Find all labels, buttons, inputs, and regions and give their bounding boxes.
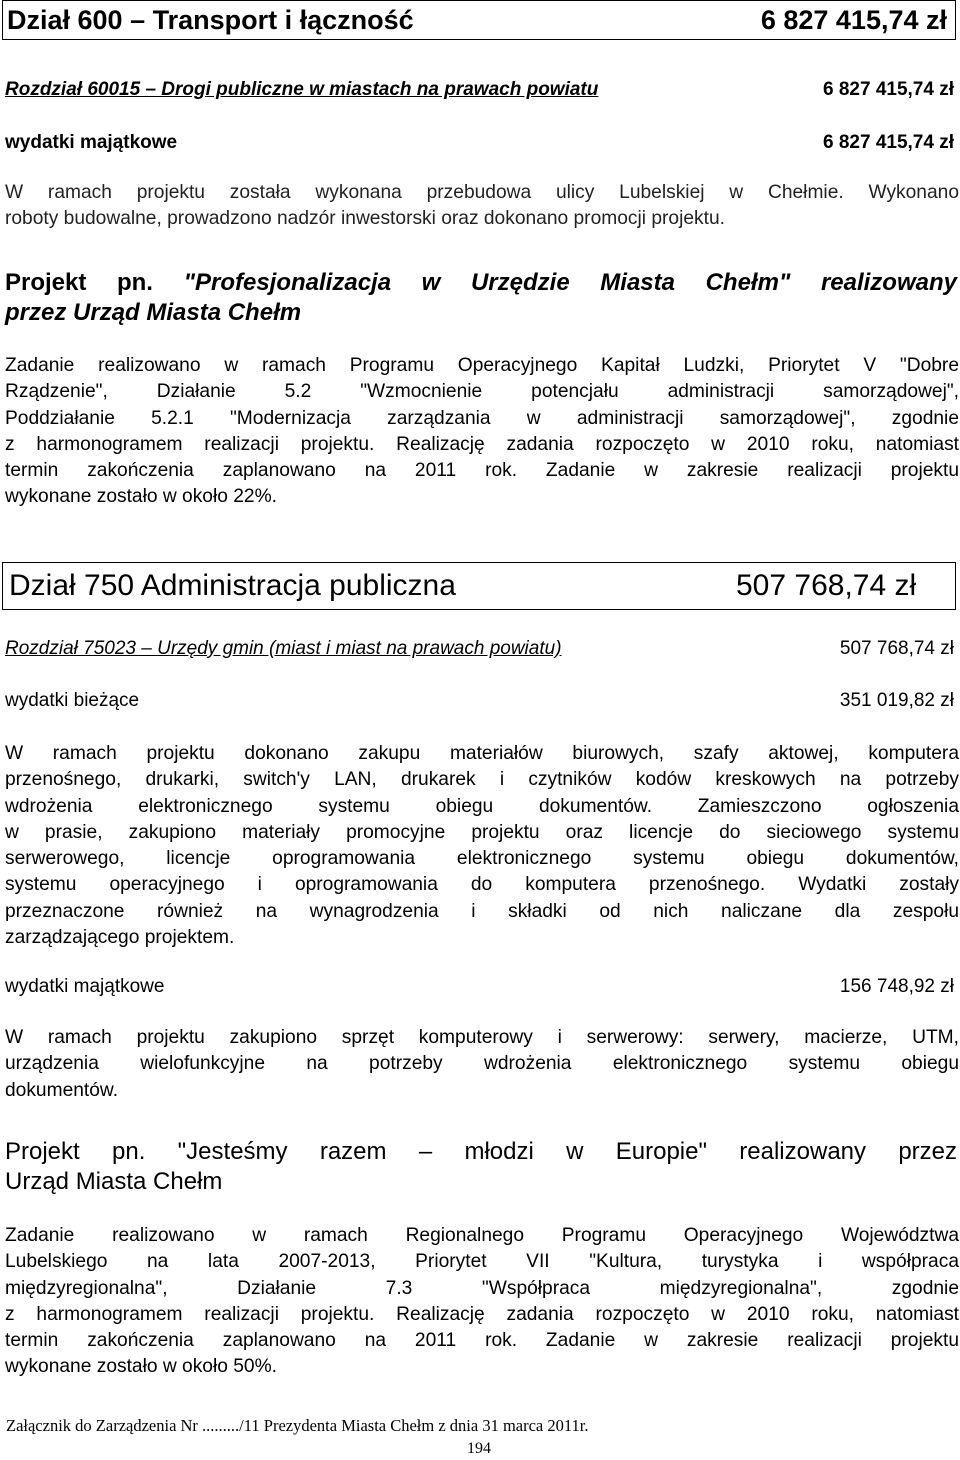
paragraph-line: W ramach projektu została wykonana przebudowa ulicy Lubelskiej w Chełmie. Wykonano (5, 182, 959, 203)
paragraph-line: W ramach projektu zakupiono sprzęt komputerowy i serwerowy: serwery, macierze, UTM, (5, 1027, 959, 1048)
chapter-amount: 6 827 415,74 zł (823, 79, 954, 100)
section-amount: 6 827 415,74 zł (760, 4, 947, 35)
section-title: Dział 600 – Transport i łączność (7, 4, 414, 35)
expense-label: wydatki majątkowe (5, 132, 178, 153)
project-heading-2 (5, 1137, 957, 1197)
section-header-dzial-600 (2, 0, 956, 40)
expense-row-current (5, 690, 954, 712)
paragraph-line: przenośnego, drukarki, switch'y LAN, drukarek i czytników kodów kreskowych na potrzeby (5, 769, 959, 791)
project-label: Projekt pn. (5, 269, 153, 296)
paragraph-line: systemu operacyjnego i oprogramowania do komputera przenośnego. Wydatki zostały (5, 874, 959, 896)
section-amount: 507 768,74 zł (736, 569, 917, 602)
page-number: 194 (467, 1440, 491, 1457)
paragraph-line: Zadanie realizowano w ramach Programu Operacyjnego Kapitał Ludzki, Priorytet V "Dobre (5, 355, 959, 376)
paragraph-line: wdrożenia elektronicznego systemu obiegu dokumentów. Zamieszczono ogłoszenia (5, 795, 959, 817)
capital-expense-description (5, 1025, 959, 1104)
chapter-amount: 507 768,74 zł (839, 638, 954, 659)
project-heading-line: przez Urząd Miasta Chełm (5, 299, 302, 326)
expense-amount: 351 019,82 zł (839, 690, 954, 711)
expense-row-capital-750 (5, 976, 954, 998)
footer-note: Załącznik do Zarządzenia Nr ........./11 Prezydenta Miasta Chełm z dnia 31 marca 2011r. (6, 1416, 589, 1435)
expense-amount: 156 748,92 zł (839, 976, 954, 997)
paragraph-line: przeznaczone również na wynagrodzenia i składki od nich naliczane dla zespołu (5, 900, 959, 922)
paragraph-line: roboty budowalne, prowadzono nadzór inwestorski oraz dokonano promocji projektu. (5, 208, 725, 230)
paragraph-line: Zadanie realizowano w ramach Regionalnego Programu Operacyjnego Województwa (5, 1225, 959, 1246)
current-expense-description (5, 741, 959, 951)
paragraph-line: wykonane zostało w około 22%. (5, 486, 277, 508)
description-paragraph (5, 180, 959, 233)
expense-label: wydatki bieżące (5, 690, 140, 711)
paragraph-line: urządzenia wielofunkcyjne na potrzeby wdrożenia elektronicznego systemu obiegu (5, 1053, 959, 1075)
paragraph-line: z harmonogramem realizacji projektu. Realizację zadania rozpoczęto w 2010 roku, natomiast (5, 1303, 959, 1325)
chapter-row-60015 (5, 79, 954, 101)
project-heading-line: Projekt pn. "Jesteśmy razem – młodzi w Europie" realizowany przez (5, 1138, 957, 1165)
paragraph-line: Lubelskiego na lata 2007-2013, Priorytet VII "Kultura, turystyka i współpraca (5, 1251, 959, 1273)
paragraph-line: W ramach projektu dokonano zakupu materiałów biurowych, szafy aktowej, komputera (5, 743, 959, 764)
project-heading-line: Urząd Miasta Chełm (5, 1168, 223, 1195)
chapter-title: Rozdział 75023 – Urzędy gmin (miast i miast na prawach powiatu) (5, 638, 562, 659)
section-title: Dział 750 Administracja publiczna (9, 569, 456, 602)
paragraph-line: dokumentów. (5, 1079, 119, 1101)
project-heading-line (5, 268, 957, 298)
project-title: "Profesjonalizacja w Urzędzie Miasta Chełm" realizowany (152, 269, 957, 296)
paragraph-line: Rządzenie", Działanie 5.2 "Wzmocnienie potencjału administracji samorządowej", (5, 381, 959, 403)
paragraph-line: termin zakończenia zaplanowano na 2011 rok. Zadanie w zakresie realizacji projektu (5, 1330, 959, 1352)
paragraph-line: w prasie, zakupiono materiały promocyjne projektu oraz licencje do sieciowego systemu (5, 821, 959, 843)
expense-amount: 6 827 415,74 zł (823, 132, 954, 153)
project-description (5, 353, 959, 511)
project-heading (5, 268, 957, 328)
paragraph-line: zarządzającego projektem. (5, 927, 235, 949)
paragraph-line: termin zakończenia zaplanowano na 2011 rok. Zadanie w zakresie realizacji projektu (5, 460, 959, 482)
paragraph-line: międzyregionalna", Działanie 7.3 "Współpraca międzyregionalna", zgodnie (5, 1277, 959, 1299)
paragraph-line: wykonane zostało w około 50%. (5, 1356, 277, 1378)
paragraph-line: serwerowego, licencje oprogramowania elektronicznego systemu obiegu dokumentów, (5, 848, 959, 870)
chapter-title: Rozdział 60015 – Drogi publiczne w miastach na prawach powiatu (5, 79, 599, 100)
chapter-row-75023 (5, 638, 954, 660)
project-2-description (5, 1223, 959, 1381)
expense-row-capital (5, 132, 954, 154)
paragraph-line: z harmonogramem realizacji projektu. Realizację zadania rozpoczęto w 2010 roku, natomiast (5, 433, 959, 455)
paragraph-line: Poddziałanie 5.2.1 "Modernizacja zarządzania w administracji samorządowej", zgodnie (5, 407, 959, 429)
section-header-dzial-750 (2, 562, 956, 610)
expense-label: wydatki majątkowe (5, 976, 165, 997)
